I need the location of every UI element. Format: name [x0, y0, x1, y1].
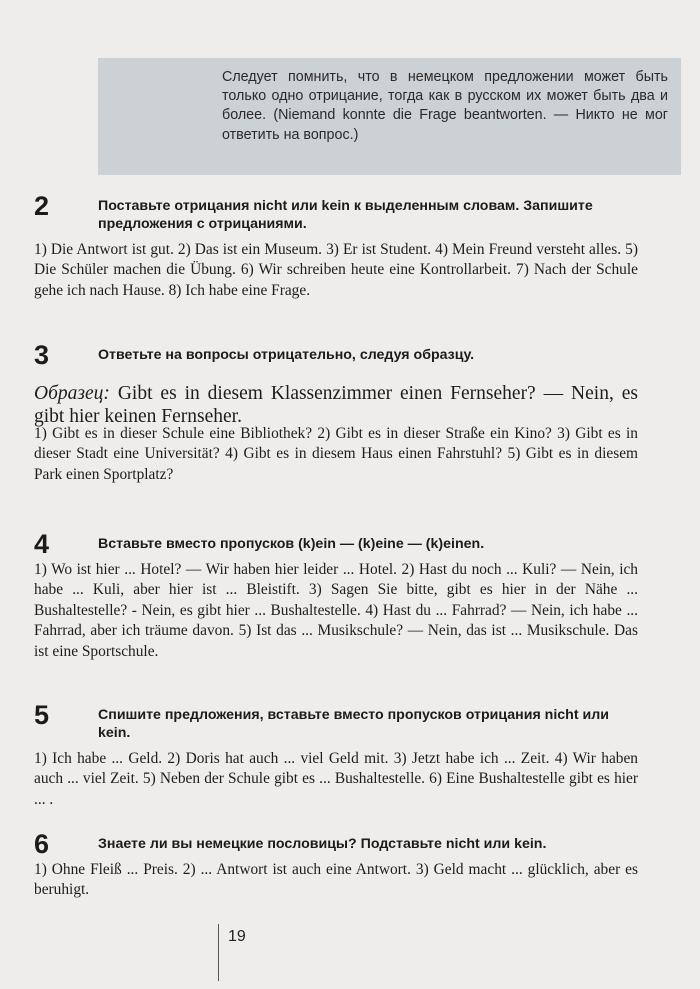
sample-block	[34, 383, 638, 428]
page-number: 19	[228, 928, 246, 945]
exercise-text: 1) Wo ist hier ... Hotel? — Wir haben hier leider ... Hotel. 2) Hast du noch ... Kuli? — Nein, ich habe ... Kuli, aber hier ist ... Bleistift. 3) Sagen Sie bitte, gibt es hier in der Nähe ... Bushaltestelle? - Nein, es gibt hier ... Bushaltestelle. 4) Hast du ... Fahrrad? — Nein, ich habe ... Fahrrad, aber ich träume davon. 5) Ist das ... Musikschule? — Nein, das ist ... Musikschule. Das ist eine Sportschule.	[34, 561, 638, 660]
exercise-5	[34, 702, 638, 810]
exercise-3	[34, 340, 638, 370]
sample-label: Образец:	[34, 383, 110, 404]
exercise-3-questions	[34, 424, 638, 485]
exercise-6	[34, 831, 638, 901]
exercise-instruction: Поставьте отрицания nicht или kein к выделенным словам. Запишите предложения с отрицаниями.	[98, 198, 593, 232]
exercise-4	[34, 531, 638, 662]
exercise-number: 3	[34, 340, 50, 370]
exercise-number: 2	[34, 191, 50, 221]
exercise-instruction: Знаете ли вы немецкие пословицы? Подставьте nicht или kein.	[98, 836, 547, 852]
exercise-instruction: Спишите предложения, вставьте вместо пропусков отрицания nicht или kein.	[98, 707, 609, 741]
exercise-number: 5	[34, 700, 50, 730]
exercise-instruction: Вставьте вместо пропусков (k)ein — (k)eine — (k)einen.	[98, 536, 485, 552]
exercise-instruction: Ответьте на вопросы отрицательно, следуя образцу.	[98, 347, 475, 363]
exercise-text: 1) Ich habe ... Geld. 2) Doris hat auch ... viel Geld mit. 3) Jetzt habe ich ... Zeit. 4) Wir haben auch ... viel Zeit. 5) Neben der Schule gibt es ... Bushaltestelle. 6) Eine Bushaltestelle gibt es hier ... .	[34, 750, 638, 808]
exercise-number: 6	[34, 829, 50, 859]
page-number-rule	[218, 924, 219, 981]
exercise-text: 1) Ohne Fleiß ... Preis. 2) ... Antwort ist auch eine Antwort. 3) Geld macht ... glücklich, aber es beruhigt.	[34, 861, 638, 899]
rule-note-text: Следует помнить, что в немецком предложении может быть только одно отрицание, тогда как в русском их может быть два и более. (Niemand konnte die Frage beantworten. — Никто не мог ответить на вопрос.)	[222, 69, 668, 143]
exercise-number: 4	[34, 529, 50, 559]
exercise-text: 1) Die Antwort ist gut. 2) Das ist ein Museum. 3) Er ist Student. 4) Mein Freund versteht alles. 5) Die Schüler machen die Übung. 6) Wir schreiben heute eine Kontrollarbeit. 7) Nach der Schule gehe ich nach Hause. 8) Ich habe eine Frage.	[34, 241, 638, 299]
exercise-2	[34, 193, 638, 301]
exercise-text: 1) Gibt es in dieser Schule eine Bibliothek? 2) Gibt es in dieser Straße ein Kino? 3) Gibt es in dieser Stadt eine Universität? 4) Gibt es in diesem Haus einen Fahrstuhl? 5) Gibt es in diesem Park einen Sportplatz?	[34, 425, 638, 483]
sample-text: Gibt es in diesem Klassenzimmer einen Fernseher? — Nein, es gibt hier keinen Fernseher.	[34, 383, 638, 427]
